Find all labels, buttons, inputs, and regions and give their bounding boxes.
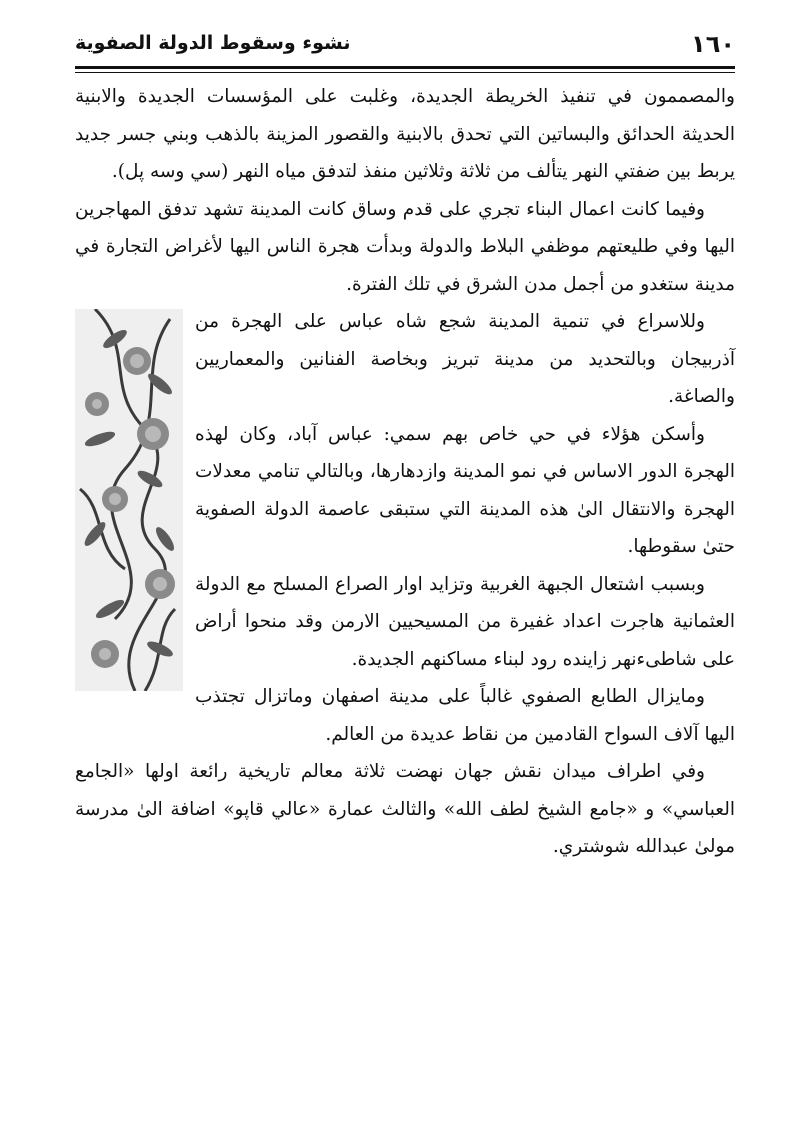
running-title: نشوء وسقوط الدولة الصفوية — [75, 32, 351, 54]
paragraph-6: ومايزال الطابع الصفوي غالباً على مدينة اصفهان وماتزال تجتذب اليها آلاف السواح القادمين من نقاط عديدة من العالم. — [195, 686, 735, 745]
paragraph-4: وأسكن هؤلاء في حي خاص بهم سمي: عباس آباد، وكان لهذه الهجرة الدور الاساس في نمو المدينة وازدهارها، وبالتالي تنامي معدلات الهجرة والانتقال الىٰ هذه المدينة التي ستبقى عاصمة الدولة الصفوية حتىٰ سقوطها. — [195, 423, 735, 557]
floral-tile-graphic — [75, 309, 183, 691]
floral-tile-icon — [75, 309, 183, 691]
paragraph-5: وبسبب اشتعال الجبهة الغربية وتزايد اوار الصراع المسلح مع الدولة العثمانية هاجرت اعداد غفيرة من المسيحيين الارمن وقد منحوا أراض على شاطىءنهر زاينده رود لبناء مساكنهم الجديدة. — [195, 573, 735, 670]
header-rule-thin — [75, 72, 735, 73]
paragraph-7: وفي اطراف ميدان نقش جهان نهضت ثلاثة معالم تاريخية رائعة اولها «الجامع العباسي» و «جامع الشيخ لطف الله» والثالث عمارة «عالي قاپو» اضافة الىٰ مدرسة مولىٰ عبدالله شوشتري. — [75, 761, 735, 857]
page-number: ١٦٠ — [691, 30, 735, 58]
paragraph-2: وفيما كانت اعمال البناء تجري على قدم وساق كانت المدينة تشهد تدفق المهاجرين اليها وفي طليعتهم موظفي البلاط والدولة وبدأت هجرة الناس اليها لأغراض التجارة في مدينة ستغدو من أجمل مدن الشرق في تلك الفترة. — [75, 198, 735, 295]
header-rule-thick — [75, 66, 735, 69]
paragraph-3: وللاسراع في تنمية المدينة شجع شاه عباس على الهجرة من آذربيجان وبالتحديد من مدينة تبريز وبخاصة الفنانين والمعماريين والصاغة. — [195, 311, 735, 407]
body-text — [75, 78, 735, 866]
paragraph-1: والمصممون في تنفيذ الخريطة الجديدة، وغلبت على المؤسسات الجديدة والابنية الحديثة الحدائق والبساتين التي تحدق بالابنية والقصور المزينة بالذهب وبني جسر جديد يربط بين ضفتي النهر يتألف من ثلاثة وثلاثين منفذ لتدفق مياه النهر (سي وسه پل). — [75, 86, 735, 182]
page-header — [75, 28, 735, 64]
